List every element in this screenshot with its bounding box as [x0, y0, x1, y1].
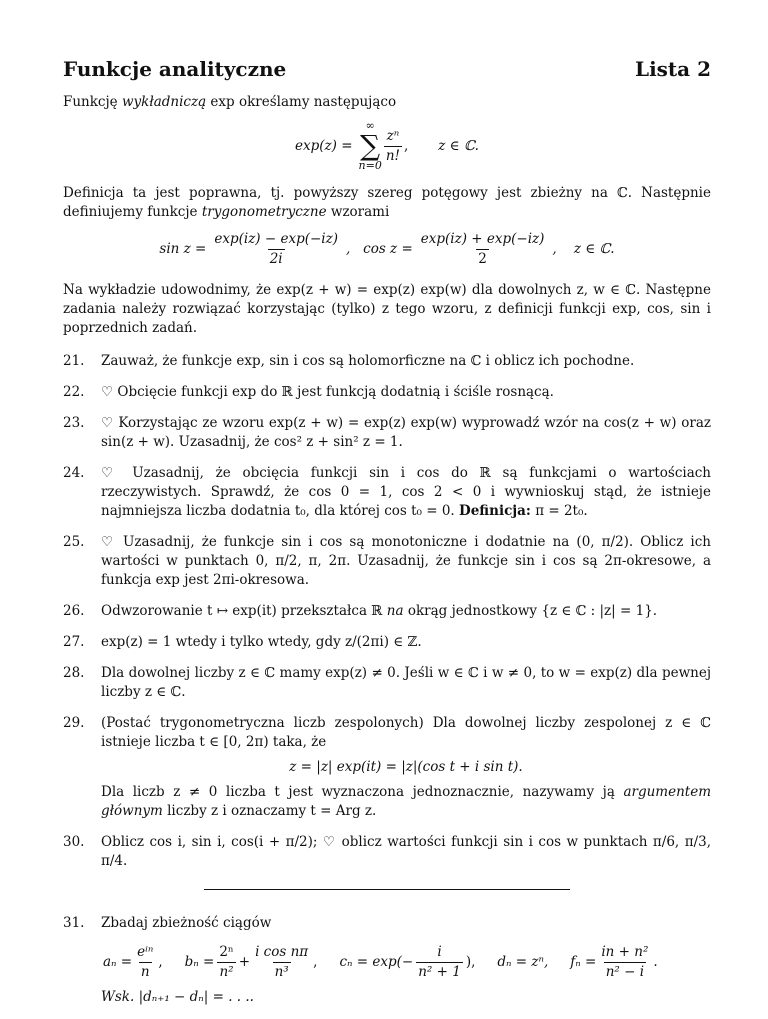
- sum-top: ∞: [365, 119, 375, 132]
- problem-number: 25.: [63, 534, 85, 550]
- problem-text: [101, 714, 711, 821]
- seq-a-den: n: [140, 964, 150, 980]
- header: [63, 57, 711, 81]
- sequences: [101, 943, 711, 982]
- seq-b-den2: n³: [274, 964, 289, 980]
- problem-text: ♡ Uzasadnij, że funkcje sin i cos są monotoniczne i dodatnie na (0, π/2). Oblicz ich wartości w punktach 0, π/2, π, 2π. Uzasadnij, że funkcje sin i cos są 2π-okresowe, a funkcja exp jest 2πi-okresowa.: [101, 534, 711, 588]
- page-title: Funkcje analityczne: [63, 57, 287, 81]
- problem-26-emphasis: na: [386, 603, 404, 619]
- intro-para-3: Na wykładzie udowodnimy, że exp(z + w) = exp(z) exp(w) dla dowolnych z, w ∈ ℂ. Następne zadania należy rozwiązać korzystając (tylko) z tego wzoru, z definicji funkcji exp, cos, sin i poprzednich zadań.: [63, 282, 711, 336]
- problem-number: 28.: [63, 665, 85, 681]
- sum-bottom: n=0: [358, 159, 382, 172]
- seq-f-tail: .: [653, 954, 658, 970]
- problem-text: ♡ Obcięcie funkcji exp do ℝ jest funkcją dodatnią i ściśle rosnącą.: [101, 384, 554, 400]
- definition-pi: π = 2t₀.: [530, 503, 588, 519]
- intro-line: [63, 93, 711, 112]
- sum-symbol: ∞ ∑ n=0: [358, 119, 382, 172]
- problem-24-text: ♡ Uzasadnij, że obcięcia funkcji sin i cos do ℝ są funkcjami o wartościach rzeczywistych. Sprawdź, że cos 0 = 1, cos 2 < 0 i wywnioskuj stąd, że istnieje najmniejsza liczba dodatnia t₀, dla której cos t₀ = 0.: [101, 465, 711, 519]
- seq-f-lhs: fₙ =: [570, 954, 597, 970]
- intro-para-2: [63, 184, 711, 222]
- sin-denominator: 2i: [269, 251, 283, 267]
- problem-26: [63, 602, 711, 621]
- seq-c-tail: ),: [465, 954, 476, 970]
- page: [63, 57, 711, 1019]
- problem-21: [63, 352, 711, 371]
- exp-definition: [63, 120, 711, 172]
- problem-text: Dla dowolnej liczby z ∈ ℂ mamy exp(z) ≠ 0. Jeśli w ∈ ℂ i w ≠ 0, to w = exp(z) dla pewnej liczby z ∈ ℂ.: [101, 665, 711, 700]
- definition-label: Definicja:: [459, 503, 531, 519]
- problem-number: 26.: [63, 603, 85, 619]
- problem-text: ♡ Korzystając ze wzoru exp(z + w) = exp(z) exp(w) wyprowadź wzór na cos(z + w) oraz sin(z + w). Uzasadnij, że cos² z + sin² z = 1.: [101, 415, 711, 450]
- sin-numerator: exp(iz) − exp(−iz): [214, 231, 338, 247]
- seq-f-num: in + n²: [601, 944, 649, 960]
- cos-lhs: , cos z =: [345, 241, 413, 257]
- intro-text: Funkcję: [63, 94, 122, 110]
- problem-text: [101, 464, 711, 521]
- problem-text: [101, 914, 711, 1007]
- trig-domain: , z ∈ ℂ.: [552, 241, 615, 257]
- problem-29-text: (Postać trygonometryczna liczb zespolonych) Dla dowolnej liczby zespolonej z ∈ ℂ istnieje liczba t ∈ [0, 2π) taka, że: [101, 715, 711, 750]
- problem-number: 27.: [63, 634, 85, 650]
- problem-text: Zauważ, że funkcje exp, sin i cos są holomorficzne na ℂ i oblicz ich pochodne.: [101, 353, 635, 369]
- seq-d: dₙ = zⁿ,: [497, 954, 549, 970]
- trig-definitions: [63, 230, 711, 269]
- seq-b-frac1: [217, 943, 235, 982]
- problem-31: [63, 914, 711, 1007]
- problem-27: [63, 633, 711, 652]
- problem-number: 22.: [63, 384, 85, 400]
- seq-c: [339, 943, 475, 982]
- problem-number: 21.: [63, 353, 85, 369]
- seq-a-tail: ,: [158, 954, 163, 970]
- seq-b-frac2: [253, 943, 310, 982]
- seq-b-lhs: bₙ =: [184, 954, 215, 970]
- problem-number: 31.: [63, 915, 85, 931]
- hint: Wsk. |dₙ₊₁ − dₙ| = . . ..: [101, 989, 254, 1005]
- argument-term: argumentem głównym: [101, 784, 711, 819]
- seq-b: [185, 943, 318, 982]
- seq-f-den: n² − i: [605, 964, 645, 980]
- problem-25: [63, 533, 711, 590]
- cos-fraction: [419, 230, 547, 269]
- problem-28: [63, 664, 711, 702]
- problem-23: [63, 414, 711, 452]
- intro-text-2: exp określamy następująco: [206, 94, 397, 110]
- problem-number: 30.: [63, 834, 85, 850]
- exp-comma: ,: [403, 137, 409, 154]
- seq-c-frac: [416, 943, 463, 982]
- problem-24: [63, 464, 711, 521]
- problem-29-after-2: liczby z i oznaczamy t = Arg z.: [162, 803, 377, 819]
- problem-30: [63, 833, 711, 871]
- problem-26-text: Odwzorowanie t ↦ exp(it) przekształca ℝ: [101, 603, 387, 619]
- seq-b-tail: ,: [313, 954, 318, 970]
- problem-text: exp(z) = 1 wtedy i tylko wtedy, gdy z/(2πi) ∈ ℤ.: [101, 634, 422, 650]
- problem-text: [101, 602, 711, 621]
- para2-text-2: wzorami: [326, 204, 390, 220]
- seq-c-lhs: cₙ = exp(−: [339, 954, 414, 970]
- problem-number: 29.: [63, 715, 85, 731]
- para2-text: Definicja ta jest poprawna, tj. powyższy szereg potęgowy jest zbieżny na ℂ. Następnie definiujemy funkcje: [63, 185, 711, 220]
- intro-emphasis: wykładniczą: [121, 94, 207, 110]
- sin-fraction: [212, 230, 340, 269]
- seq-c-num: i: [437, 944, 442, 960]
- exp-domain: z ∈ ℂ.: [438, 137, 479, 154]
- exp-numerator: zⁿ: [386, 127, 400, 144]
- seq-b-plus: +: [238, 954, 251, 970]
- seq-a-num: eⁱⁿ: [137, 944, 154, 960]
- para2-emphasis: trygonometryczne: [201, 204, 327, 220]
- problem-29: [63, 714, 711, 821]
- seq-a-frac: [135, 943, 155, 982]
- problem-31-text: Zbadaj zbieżność ciągów: [101, 915, 272, 931]
- seq-b-num2: i cos nπ: [255, 944, 309, 960]
- problem-22: [63, 383, 711, 402]
- seq-f-frac: [599, 943, 650, 982]
- exp-fraction: [384, 127, 402, 166]
- cos-denominator: 2: [478, 251, 487, 267]
- section-divider: [204, 889, 570, 890]
- problem-29-after: Dla liczb z ≠ 0 liczba t jest wyznaczona jednoznacznie, nazywamy ją: [101, 784, 624, 800]
- problem-text: Oblicz cos i, sin i, cos(i + π/2); ♡ oblicz wartości funkcji sin i cos w punktach π/6, π/3, π/4.: [101, 834, 711, 869]
- sin-lhs: sin z =: [159, 241, 207, 257]
- problem-list: [63, 352, 711, 871]
- seq-a-lhs: aₙ =: [103, 954, 133, 970]
- seq-f: [570, 943, 657, 982]
- list-label: Lista 2: [635, 57, 711, 81]
- problem-number: 23.: [63, 415, 85, 431]
- exp-lhs: exp(z) =: [295, 137, 353, 154]
- seq-c-den: n² + 1: [418, 964, 461, 980]
- problem-number: 24.: [63, 465, 85, 481]
- seq-a: [103, 943, 163, 982]
- exp-denominator: n!: [385, 147, 400, 164]
- seq-b-num1: 2ⁿ: [219, 944, 234, 960]
- cos-numerator: exp(iz) + exp(−iz): [420, 231, 545, 247]
- problem-26-tail: okrąg jednostkowy {z ∈ ℂ : |z| = 1}.: [403, 603, 658, 619]
- polar-formula: z = |z| exp(it) = |z|(cos t + i sin t).: [289, 759, 523, 775]
- seq-b-den1: n²: [219, 964, 234, 980]
